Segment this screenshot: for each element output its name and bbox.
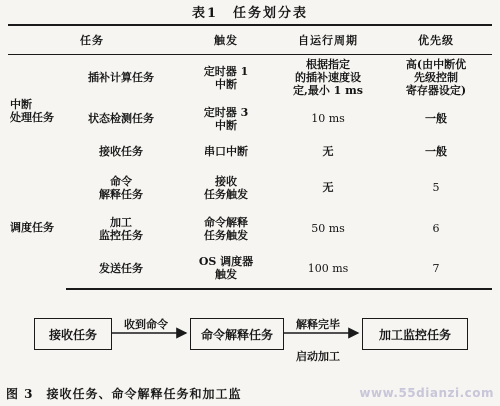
group-interrupt: 中断 处理任务 — [10, 97, 54, 124]
table-row — [8, 55, 492, 101]
trigger-cell: 串口中断 — [204, 145, 248, 158]
task-cell: 命令 解释任务 — [99, 174, 143, 201]
period-cell: 根据指定 的插补速度设 定,最小 1 ms — [293, 58, 363, 98]
trigger-cell: 命令解释 任务触发 — [204, 215, 248, 242]
trigger-cell: OS 调度器 触发 — [176, 249, 276, 289]
box-command-interpret-task: 命令解释任务 — [190, 318, 284, 350]
trigger-cell: 定时器 1 中断 — [203, 64, 249, 91]
priority-cell: 一般 — [425, 145, 447, 158]
trigger-cell: 定时器 3 中断 — [203, 105, 249, 132]
label-start-machining: 启动加工 — [296, 350, 340, 363]
trigger-cell: 接收 任务触发 — [204, 174, 248, 201]
priority-cell: 6 — [432, 222, 440, 235]
box-machining-monitor-task: 加工监控任务 — [362, 318, 468, 350]
site-watermark: www.55dianzi.com — [359, 386, 494, 400]
group-scheduling: 调度任务 — [10, 221, 54, 234]
table-row — [8, 101, 492, 137]
figure-caption: 图 3 接收任务、命令解释任务和加工监 — [6, 387, 242, 401]
priority-cell: 一般 — [425, 112, 447, 125]
task-cell: 插补计算任务 — [88, 71, 154, 85]
priority-cell: 7 — [380, 249, 492, 289]
table-header-row — [8, 25, 492, 55]
priority-cell: 高(由中断优 先级控制 寄存器设定) — [405, 58, 467, 98]
header-priority: 优先级 — [380, 25, 492, 55]
table-row — [8, 137, 492, 167]
label-interpret-done: 解释完毕 — [296, 318, 340, 331]
period-cell: 100 ms — [276, 249, 380, 289]
task-division-table — [8, 24, 492, 290]
priority-cell: 5 — [432, 181, 440, 194]
period-cell: 无 — [322, 181, 334, 194]
task-cell: 发送任务 — [66, 249, 176, 289]
table-row — [8, 249, 492, 289]
label-command-received: 收到命令 — [124, 318, 168, 331]
header-task: 任务 — [8, 25, 176, 55]
table-title: 表1 任务划分表 — [191, 6, 309, 21]
table-row — [8, 209, 492, 249]
period-cell: 10 ms — [311, 112, 345, 125]
task-flow-diagram — [0, 300, 500, 380]
header-trigger: 触发 — [176, 25, 276, 55]
task-cell: 接收任务 — [99, 145, 143, 158]
period-cell: 50 ms — [311, 222, 345, 235]
table-row — [8, 167, 492, 209]
period-cell: 无 — [322, 145, 334, 158]
task-cell: 加工 监控任务 — [99, 215, 143, 242]
task-cell: 状态检测任务 — [88, 112, 154, 125]
box-receive-task: 接收任务 — [34, 318, 112, 350]
header-period: 自运行周期 — [276, 25, 380, 55]
